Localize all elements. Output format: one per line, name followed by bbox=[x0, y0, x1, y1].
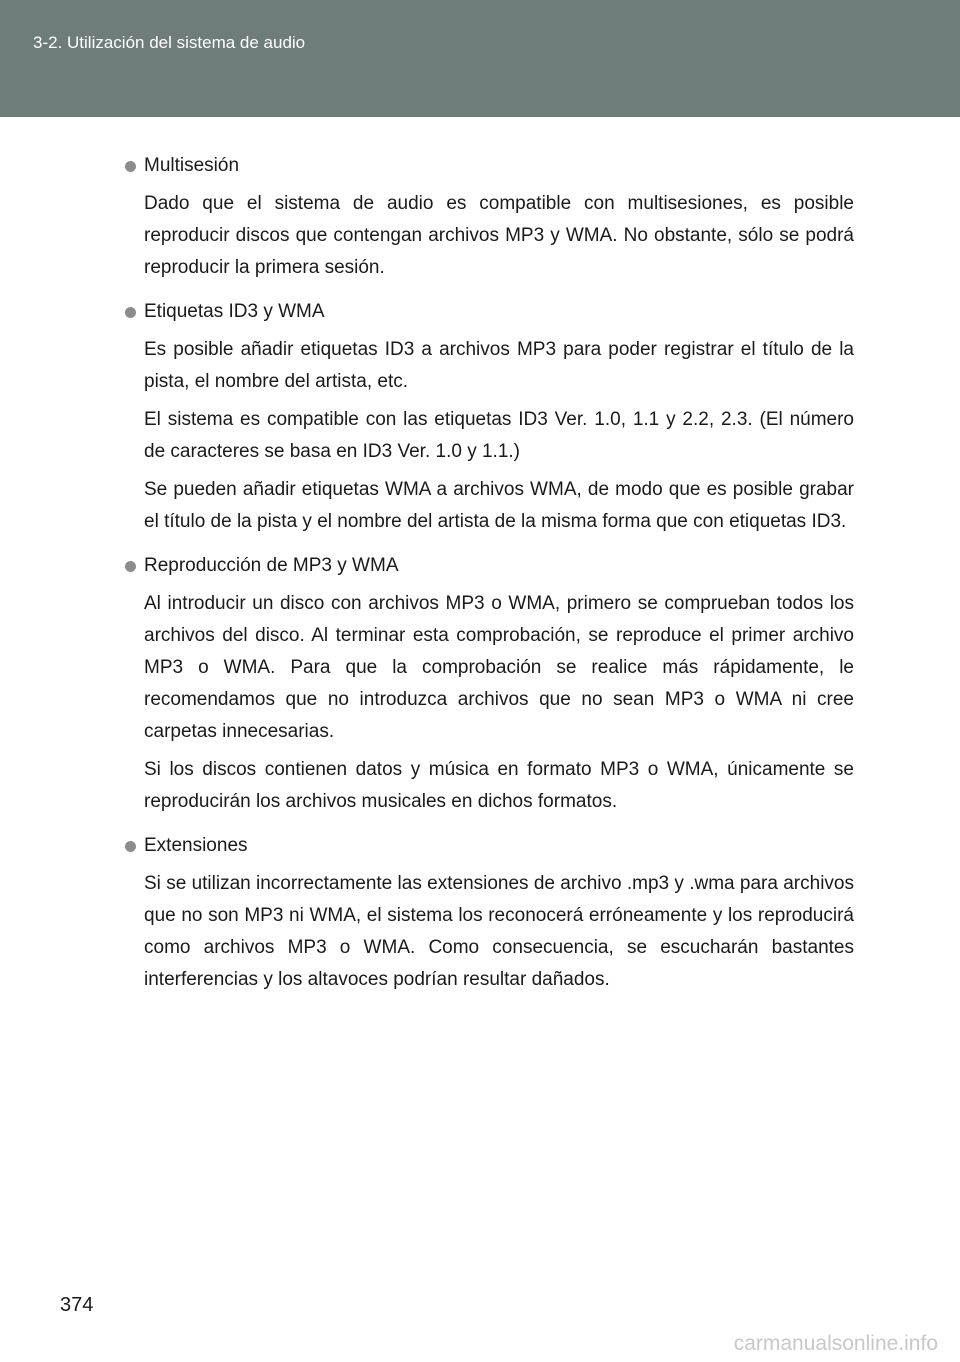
section-title-text: Extensiones bbox=[144, 835, 248, 856]
bullet-icon bbox=[125, 561, 136, 572]
header-band bbox=[0, 0, 960, 117]
paragraph: Al introducir un disco con archivos MP3 o WMA, primero se comprueban todos los archivos del disco. Al terminar esta comprobación, se reproduce el primer archivo MP3 o WMA. Para que la comprobación se realice más rápidamente, le recomendamos que no introduzca archivos que no sean MP3 o WMA ni cree carpetas innecesarias. bbox=[144, 593, 854, 742]
paragraph: Es posible añadir etiquetas ID3 a archivos MP3 para poder registrar el título de la pista, el nombre del artista, etc. bbox=[144, 339, 854, 392]
paragraph: Si los discos contienen datos y música en formato MP3 o WMA, únicamente se reproducirán los archivos musicales en dichos formatos. bbox=[144, 759, 854, 812]
main-content bbox=[124, 150, 854, 1008]
section-title bbox=[124, 150, 854, 182]
section-title-text: Reproducción de MP3 y WMA bbox=[144, 555, 399, 576]
page-number: 374 bbox=[60, 1294, 94, 1316]
paragraph: Se pueden añadir etiquetas WMA a archivos WMA, de modo que es posible grabar el título de la pista y el nombre del artista de la misma forma que con etiquetas ID3. bbox=[144, 479, 854, 532]
chapter-title: 3-2. Utilización del sistema de audio bbox=[33, 33, 306, 52]
section-title-text: Etiquetas ID3 y WMA bbox=[144, 301, 325, 322]
paragraph: Si se utilizan incorrectamente las extensiones de archivo .mp3 y .wma para archivos que no son MP3 ni WMA, el sistema los reconocerá erróneamente y los reproducirá como archivos MP3 o WMA. Como consecuencia, se escucharán bastantes interferencias y los altavoces podrían resultar dañados. bbox=[144, 873, 854, 990]
section-title-text: Multisesión bbox=[144, 155, 240, 176]
paragraph: Dado que el sistema de audio es compatible con multisesiones, es posible reproducir discos que contengan archivos MP3 y WMA. No obstante, sólo se podrá reproducir la primera sesión. bbox=[144, 193, 854, 278]
watermark: carmanualsonline.info bbox=[733, 1332, 938, 1355]
paragraph: El sistema es compatible con las etiquetas ID3 Ver. 1.0, 1.1 y 2.2, 2.3. (El número de caracteres se basa en ID3 Ver. 1.0 y 1.1.) bbox=[144, 409, 854, 462]
section-title bbox=[124, 830, 854, 862]
bullet-icon bbox=[125, 161, 136, 172]
bullet-icon bbox=[125, 841, 136, 852]
section-title bbox=[124, 296, 854, 328]
section-title bbox=[124, 550, 854, 582]
bullet-icon bbox=[125, 307, 136, 318]
